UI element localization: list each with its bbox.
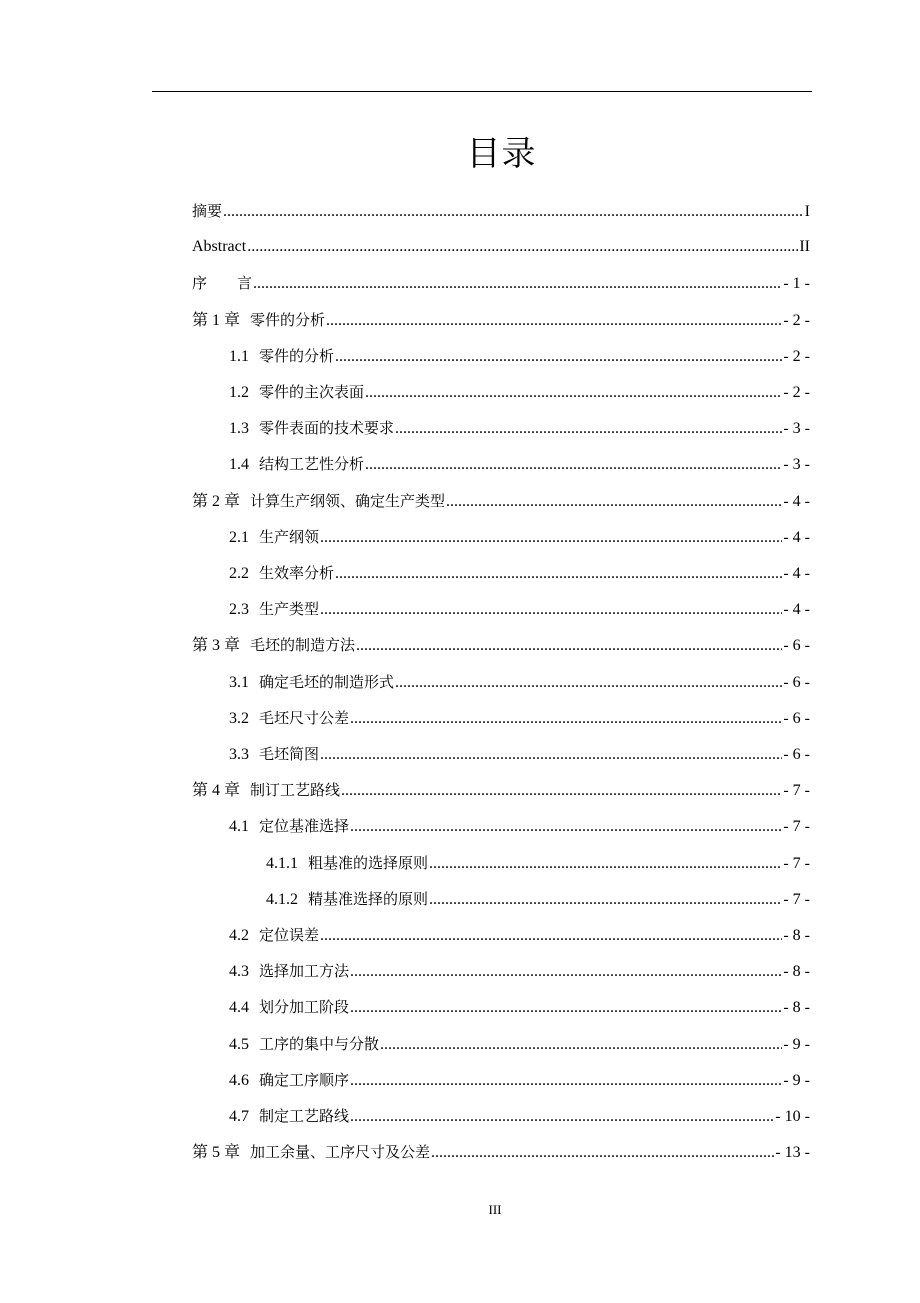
toc-entry-label — [229, 1103, 349, 1130]
toc-entry-number: 2.1 — [229, 528, 249, 546]
toc-entry-text: 毛坯的制造方法 — [250, 636, 356, 655]
toc-entry-label — [192, 198, 222, 225]
toc-entry-number: 1.2 — [229, 384, 249, 401]
toc-entry[interactable] — [192, 198, 810, 224]
toc-entry[interactable] — [192, 777, 810, 803]
toc-entry-text: 划分加工阶段 — [259, 998, 350, 1017]
toc-dot-leader — [429, 887, 782, 913]
toc-entry-label — [192, 488, 445, 515]
toc-entry-text: 工序的集中与分散 — [259, 1034, 380, 1053]
toc-entry-text: 生产类型 — [259, 600, 320, 619]
toc-entry[interactable] — [229, 524, 810, 550]
toc-entry-label — [229, 524, 319, 551]
toc-dot-leader — [431, 1140, 774, 1166]
toc-entry-page: - 7 - — [783, 854, 810, 872]
toc-dot-leader — [380, 1032, 782, 1058]
toc-dot-leader — [356, 633, 782, 659]
toc-dot-leader — [365, 380, 782, 406]
toc-entry-label — [229, 705, 349, 732]
toc-dot-leader — [350, 959, 782, 985]
toc-entry-text: 生效率分析 — [259, 564, 335, 582]
toc-entry-page: - 1 - — [783, 275, 810, 293]
toc-entry-page: - 6 - — [783, 637, 810, 655]
toc-entry-label — [229, 669, 394, 696]
toc-dot-leader — [350, 706, 782, 732]
toc-entry-text: 零件的分析 — [259, 346, 335, 365]
toc-entry-label — [229, 813, 349, 840]
toc-entry-label — [229, 1031, 379, 1058]
toc-entry-label — [192, 1139, 430, 1166]
toc-dot-leader — [335, 561, 782, 587]
toc-entry-number: 4.4 — [229, 999, 249, 1017]
toc-entry-label — [192, 270, 252, 297]
toc-entry-text: 生产纲领 — [259, 527, 320, 546]
toc-entry-text: 序 言 — [192, 274, 253, 293]
toc-entry-number: 第 1 章 — [192, 311, 241, 329]
toc-entry-number: 第 3 章 — [192, 637, 241, 655]
toc-entry-text: 选择加工方法 — [259, 962, 350, 981]
toc-entry-page: - 4 - — [783, 492, 810, 510]
toc-entry-page: - 6 - — [783, 746, 810, 763]
toc-entry[interactable] — [229, 343, 810, 369]
toc-entry-label — [229, 958, 349, 985]
toc-entry[interactable] — [229, 958, 810, 984]
toc-entry-label — [229, 560, 334, 587]
toc-dot-leader — [350, 995, 782, 1021]
toc-dot-leader — [320, 923, 782, 949]
toc-entry-page: - 6 - — [783, 673, 810, 691]
toc-entry-page: - 4 - — [783, 601, 810, 619]
toc-entry[interactable] — [229, 596, 810, 622]
page-title: 目录 — [466, 134, 537, 174]
toc-dot-leader — [320, 742, 782, 768]
toc-entry-label — [229, 343, 334, 370]
toc-entry-label — [229, 415, 394, 442]
toc-entry-page: - 2 - — [783, 311, 810, 329]
toc-entry-number: 4.5 — [229, 1035, 249, 1053]
toc-entry-label — [229, 994, 349, 1021]
toc-entry[interactable] — [229, 451, 810, 477]
toc-entry-number: 4.3 — [229, 963, 249, 981]
toc-entry[interactable] — [192, 270, 810, 296]
toc-entry-page: - 10 - — [775, 1108, 810, 1125]
toc-dot-leader — [335, 344, 782, 370]
toc-entry-text: 精基准选择的原则 — [308, 889, 429, 908]
toc-entry-page: - 9 - — [783, 1071, 810, 1089]
toc-entry-number: 4.7 — [229, 1108, 249, 1125]
toc-entry-page: - 7 - — [783, 782, 810, 800]
toc-entry[interactable] — [192, 234, 810, 260]
toc-entry-number: 3.1 — [229, 673, 249, 691]
toc-entry-number: 4.2 — [229, 927, 249, 944]
toc-dot-leader — [341, 778, 782, 804]
toc-dot-leader — [223, 199, 804, 225]
toc-dot-leader — [326, 308, 782, 334]
toc-entry-text: 零件的主次表面 — [259, 383, 365, 401]
toc-dot-leader — [350, 1068, 782, 1094]
toc-entry-page: - 2 - — [783, 347, 810, 365]
toc-entry-label — [229, 922, 319, 949]
toc-entry-text: 摘要 — [192, 202, 223, 220]
toc-entry-page: - 4 - — [783, 528, 810, 546]
toc-dot-leader — [395, 416, 782, 442]
toc-dot-leader — [320, 597, 782, 623]
toc-entry-text: 确定毛坯的制造形式 — [259, 672, 395, 691]
toc-entry-number: 第 5 章 — [192, 1144, 241, 1162]
toc-entry-text: 计算生产纲领、确定生产类型 — [250, 491, 446, 510]
toc-entry-page: - 4 - — [783, 565, 810, 582]
toc-entry-label — [229, 379, 364, 406]
toc-entry[interactable] — [229, 669, 810, 695]
toc-entry[interactable] — [229, 415, 810, 441]
toc-entry[interactable] — [229, 994, 810, 1020]
toc-entry-number: 1.3 — [229, 420, 249, 438]
toc-entry-text: 结构工艺性分析 — [259, 455, 365, 474]
toc-entry-label — [192, 777, 340, 804]
toc-entry[interactable] — [229, 741, 810, 767]
toc-entry-number: 1.4 — [229, 456, 249, 474]
toc-entry-text: 确定工序顺序 — [259, 1070, 350, 1089]
toc-entry[interactable] — [229, 1031, 810, 1057]
toc-entry-text: 制订工艺路线 — [250, 781, 341, 800]
toc-entry[interactable] — [192, 307, 810, 333]
toc-entry-number: 4.1 — [229, 818, 249, 836]
footer-page-number: III — [488, 1202, 502, 1217]
toc-entry-page: - 8 - — [783, 927, 810, 944]
toc-entry[interactable] — [192, 488, 810, 514]
toc-entry-page: - 2 - — [783, 384, 810, 401]
toc-entry[interactable] — [229, 922, 810, 948]
toc-entry-number: 4.6 — [229, 1071, 249, 1089]
toc-entry-page: - 8 - — [783, 999, 810, 1017]
toc-entry-page: - 6 - — [783, 709, 810, 727]
toc-entry-number: 4.1.1 — [266, 854, 298, 872]
toc-entry-number: 3.2 — [229, 709, 249, 727]
toc-entry-text: 毛坯简图 — [259, 745, 320, 763]
toc-entry-label — [266, 850, 428, 877]
toc-entry-page: - 13 - — [775, 1144, 810, 1162]
toc-entry-page: I — [804, 203, 810, 220]
toc-entry[interactable] — [192, 1139, 810, 1165]
toc-entry-page: II — [799, 238, 810, 256]
toc-entry-text: 零件的分析 — [250, 310, 326, 329]
toc-dot-leader — [247, 234, 798, 260]
toc-entry-label — [192, 307, 325, 334]
toc-entry-label — [229, 741, 319, 768]
toc-entry-label — [229, 1067, 349, 1094]
toc-entry-number: 第 2 章 — [192, 492, 241, 510]
toc-entry-number: 1.1 — [229, 347, 249, 365]
toc-entry-text: 零件表面的技术要求 — [259, 419, 395, 438]
toc-entry[interactable] — [229, 705, 810, 731]
toc-entry-number: 4.1.2 — [266, 890, 298, 908]
toc-entry-text: 定位基准选择 — [259, 817, 350, 836]
toc-entry-number: 3.3 — [229, 746, 249, 763]
toc-entry-page: - 3 - — [783, 456, 810, 474]
toc-dot-leader — [446, 489, 782, 515]
toc-dot-leader — [365, 452, 782, 478]
toc-entry-number: Abstract — [192, 238, 247, 256]
toc-entry-page: - 7 - — [783, 818, 810, 836]
toc-entry-text: 加工余量、工序尺寸及公差 — [250, 1143, 431, 1162]
toc-entry-page: - 3 - — [783, 420, 810, 438]
toc-entry[interactable] — [229, 560, 810, 586]
toc-dot-leader — [395, 670, 782, 696]
toc-entry-label — [229, 451, 364, 478]
toc-entry-label — [229, 596, 319, 623]
toc-entry-page: - 8 - — [783, 963, 810, 981]
toc-entry[interactable] — [229, 813, 810, 839]
toc-entry-number: 第 4 章 — [192, 782, 241, 800]
toc-dot-leader — [429, 851, 782, 877]
toc-entry-page: - 9 - — [783, 1035, 810, 1053]
toc-entry[interactable] — [229, 379, 810, 405]
toc-entry[interactable] — [192, 632, 810, 658]
toc-entry[interactable] — [229, 1103, 810, 1129]
toc-entry-label — [192, 632, 355, 659]
toc-dot-leader — [320, 525, 782, 551]
toc-entry-page: - 7 - — [783, 890, 810, 908]
toc-entry[interactable] — [266, 850, 810, 876]
toc-entry[interactable] — [266, 886, 810, 912]
toc-dot-leader — [350, 814, 782, 840]
toc-entry-text: 毛坯尺寸公差 — [259, 708, 350, 727]
toc-entry-number: 2.2 — [229, 565, 249, 582]
toc-entry-text: 粗基准的选择原则 — [308, 853, 429, 872]
toc-entry-text: 定位误差 — [259, 926, 320, 944]
toc-entry-label — [266, 886, 428, 913]
toc-entry[interactable] — [229, 1067, 810, 1093]
toc-dot-leader — [253, 271, 782, 297]
toc-entry-number: 2.3 — [229, 601, 249, 619]
toc-dot-leader — [350, 1104, 774, 1130]
toc-entry-text: 制定工艺路线 — [259, 1107, 350, 1125]
toc-entry-label — [192, 234, 246, 260]
